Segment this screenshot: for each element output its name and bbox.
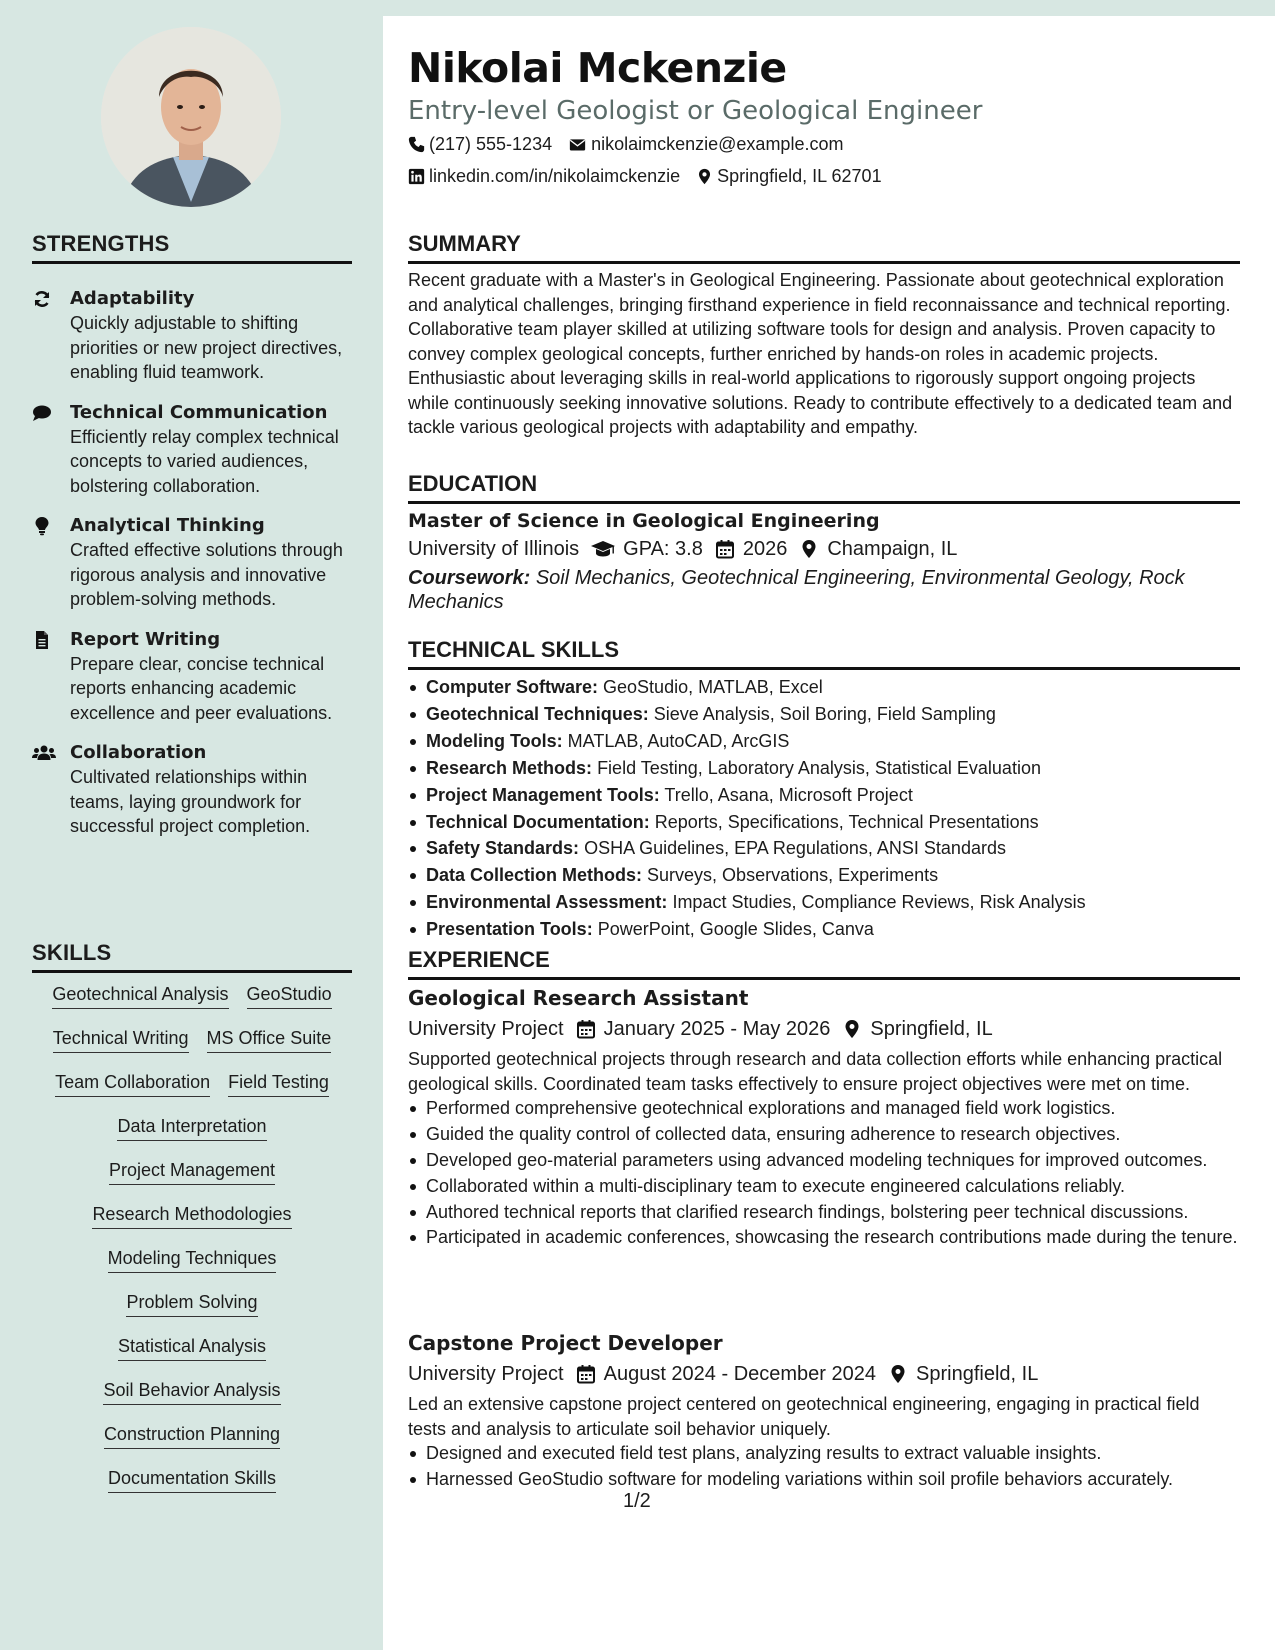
year-item — [715, 534, 788, 564]
job-location-item — [842, 1014, 992, 1044]
skill-tag: Modeling Techniques — [108, 1246, 277, 1273]
skill-tag: Project Management — [109, 1158, 275, 1185]
calendar-icon — [715, 539, 735, 559]
refresh-icon — [32, 289, 54, 309]
job-dates: August 2024 - December 2024 — [603, 1363, 877, 1385]
list-item — [408, 889, 1240, 916]
skill-category: Research Methods: — [426, 757, 593, 778]
skill-tag: Construction Planning — [104, 1422, 280, 1449]
linkedin-icon — [408, 168, 425, 185]
candidate-name: Nikolai Mckenzie — [408, 44, 787, 92]
map-pin-icon — [696, 168, 713, 185]
lightbulb-icon — [32, 516, 54, 536]
strength-item — [32, 401, 352, 499]
gpa-text: GPA: 3.8 — [623, 538, 703, 560]
job-location: Springfield, IL — [870, 1018, 993, 1040]
skill-values: PowerPoint, Google Slides, Canva — [597, 919, 874, 940]
list-item: Authored technical reports that clarified research findings, bolstering peer technical discussions. — [408, 1200, 1240, 1225]
job-summary: Led an extensive capstone project centered on geotechnical engineering, engaging in practical field tests and analysis to articulate soil behavior uniquely. — [408, 1394, 1200, 1439]
envelope-icon — [568, 136, 587, 153]
linkedin-link[interactable]: linkedin.com/in/nikolaimckenzie — [429, 166, 681, 186]
job-dates: January 2025 - May 2026 — [603, 1018, 831, 1040]
education-heading: EDUCATION — [408, 471, 1240, 504]
list-item — [408, 701, 1240, 728]
skill-category: Modeling Tools: — [426, 730, 563, 751]
graduation-cap-icon — [591, 539, 615, 559]
skill-tag: Data Interpretation — [117, 1114, 266, 1141]
job-title: Geological Research Assistant — [408, 986, 749, 1010]
email-link[interactable]: nikolaimckenzie@example.com — [591, 134, 844, 154]
job-bullets — [408, 1441, 1240, 1491]
summary-text: Recent graduate with a Master's in Geological Engineering. Passionate about geotechnical exploration and analytical challenges, bringing firsthand experience in field reconnaissance and technical reporting. Collaborative team player skilled at utilizing software tools for design and analysis. Proven capacity to convey complex geological concepts, further enriched by hands-on roles in academic projects. Enthusiastic about leveraging skills in real-world applications to rigorously support ongoing projects while continuously seeking innovative solutions. Ready to contribute effectively to a dedicated team and tackle various geological projects with adaptability and empathy. — [408, 270, 1233, 437]
skills-heading: SKILLS — [32, 940, 352, 973]
map-pin-icon — [799, 539, 819, 559]
users-icon — [32, 743, 54, 763]
job-entry — [408, 1329, 1240, 1493]
skill-values: Reports, Specifications, Technical Presentations — [654, 811, 1039, 832]
main-content — [383, 16, 1275, 1650]
job-bullets — [408, 1096, 1240, 1250]
strengths-list — [32, 287, 352, 855]
edu-location-item — [799, 534, 957, 564]
strength-item — [32, 628, 352, 726]
skill-values: GeoStudio, MATLAB, Excel — [603, 677, 823, 697]
job-dates-item — [576, 1014, 831, 1044]
skill-category: Project Management Tools: — [426, 784, 660, 805]
job-location-item — [888, 1359, 1038, 1389]
skill-values: Sieve Analysis, Soil Boring, Field Sampling — [653, 703, 996, 724]
contact-row-2 — [408, 166, 898, 187]
map-pin-icon — [842, 1019, 862, 1039]
phone-item — [408, 134, 552, 155]
skill-category: Technical Documentation: — [426, 811, 650, 832]
location-text: Springfield, IL 62701 — [717, 166, 882, 186]
list-item — [408, 809, 1240, 836]
list-item — [408, 862, 1240, 889]
list-item: Harnessed GeoStudio software for modeling variations within soil profile behaviors accurately. — [408, 1467, 1240, 1492]
list-item — [408, 674, 1240, 701]
skill-tag: Statistical Analysis — [118, 1334, 266, 1361]
skill-category: Geotechnical Techniques: — [426, 703, 649, 724]
list-item: Participated in academic conferences, showcasing the research contributions made during the tenure. — [408, 1225, 1240, 1250]
skill-values: Surveys, Observations, Experiments — [647, 865, 939, 886]
document-icon — [32, 630, 54, 650]
skill-tag: Technical Writing — [53, 1026, 189, 1053]
list-item: Developed geo-material parameters using advanced modeling techniques for improved outcomes. — [408, 1148, 1240, 1173]
job-meta — [408, 1359, 1240, 1389]
list-item: Collaborated within a multi-disciplinary team to execute engineered calculations reliably. — [408, 1174, 1240, 1199]
education-meta — [408, 534, 1240, 564]
edu-location-text: Champaign, IL — [827, 538, 958, 560]
strength-description: Crafted effective solutions through rigorous analysis and innovative problem-solving methods. — [70, 540, 343, 609]
school-name: University of Illinois — [408, 538, 580, 560]
linkedin-item — [408, 166, 680, 187]
list-item — [408, 782, 1240, 809]
strength-title: Technical Communication — [70, 401, 328, 423]
gpa-item — [591, 534, 703, 564]
skill-values: Field Testing, Laboratory Analysis, Statistical Evaluation — [597, 757, 1041, 778]
strength-description: Cultivated relationships within teams, laying groundwork for successful project completion. — [70, 767, 311, 836]
skill-category: Environmental Assessment: — [426, 892, 668, 913]
list-item — [408, 728, 1240, 755]
job-summary: Supported geotechnical projects through research and data collection efforts while enhancing practical geological skills. Coordinated team tasks effectively to ensure project objectives were met on time. — [408, 1049, 1223, 1094]
summary-heading: SUMMARY — [408, 231, 1240, 264]
list-item — [408, 755, 1240, 782]
strength-title: Analytical Thinking — [70, 515, 265, 536]
calendar-icon — [576, 1364, 596, 1384]
skill-tag: Problem Solving — [126, 1290, 257, 1317]
strength-item — [32, 287, 352, 385]
skill-tag: Soil Behavior Analysis — [103, 1378, 280, 1405]
skill-tag: GeoStudio — [247, 982, 332, 1009]
skill-category: Safety Standards: — [426, 838, 580, 859]
job-dates-item — [576, 1359, 876, 1389]
skill-category: Presentation Tools: — [426, 919, 593, 940]
location-item — [696, 166, 881, 187]
skills-list — [32, 982, 352, 1510]
list-item: Guided the quality control of collected data, ensuring adherence to research objectives. — [408, 1122, 1240, 1147]
skill-values: Impact Studies, Compliance Reviews, Risk Analysis — [672, 892, 1086, 913]
strength-description: Prepare clear, concise technical reports enhancing academic excellence and peer evaluations. — [70, 653, 333, 723]
list-item — [408, 835, 1240, 862]
education-entry — [408, 508, 1240, 614]
graduation-year: 2026 — [742, 538, 788, 560]
job-location: Springfield, IL — [916, 1363, 1039, 1385]
skill-tag: Documentation Skills — [108, 1466, 276, 1493]
skill-tag: Team Collaboration — [55, 1070, 210, 1097]
job-title: Capstone Project Developer — [408, 1331, 723, 1355]
strength-item — [32, 741, 352, 839]
calendar-icon — [576, 1019, 596, 1039]
page-number: 1/2 — [623, 1490, 651, 1512]
map-pin-icon — [888, 1364, 908, 1384]
skill-tag: Research Methodologies — [92, 1202, 291, 1229]
list-item: Designed and executed field test plans, analyzing results to extract valuable insights. — [408, 1441, 1240, 1466]
experience-heading: EXPERIENCE — [408, 947, 1240, 980]
technical-skills-heading: TECHNICAL SKILLS — [408, 637, 1240, 670]
skill-tag: MS Office Suite — [207, 1026, 332, 1053]
profile-photo — [101, 27, 281, 207]
skill-tag: Field Testing — [228, 1070, 329, 1097]
coursework-list: Soil Mechanics, Geotechnical Engineering, Environmental Geology, Rock Mechanics — [408, 567, 1185, 613]
degree-title: Master of Science in Geological Engineering — [408, 510, 880, 532]
contact-row-1 — [408, 134, 859, 155]
job-org: University Project — [408, 1363, 564, 1385]
coursework-label: Coursework: — [408, 567, 531, 589]
phone-number: (217) 555-1234 — [429, 134, 553, 154]
technical-skills-list — [408, 674, 1240, 943]
sidebar — [0, 0, 383, 1650]
candidate-title: Entry-level Geologist or Geological Engineer — [408, 96, 983, 126]
list-item — [408, 916, 1240, 943]
comment-icon — [32, 403, 54, 423]
list-item: Performed comprehensive geotechnical explorations and managed field work logistics. — [408, 1096, 1240, 1121]
phone-icon — [408, 136, 425, 153]
strength-title: Collaboration — [70, 742, 207, 763]
email-item — [568, 134, 843, 155]
strengths-heading: STRENGTHS — [32, 231, 352, 264]
skill-values: MATLAB, AutoCAD, ArcGIS — [567, 730, 790, 751]
skill-values: Trello, Asana, Microsoft Project — [664, 784, 913, 805]
skill-category: Data Collection Methods: — [426, 865, 643, 886]
skill-tag: Geotechnical Analysis — [52, 982, 228, 1009]
strength-title: Adaptability — [70, 288, 195, 309]
skill-category: Computer Software: — [426, 677, 599, 697]
skill-values: OSHA Guidelines, EPA Regulations, ANSI Standards — [584, 838, 1006, 859]
strength-title: Report Writing — [70, 628, 221, 650]
job-org: University Project — [408, 1018, 564, 1040]
strength-description: Quickly adjustable to shifting priorities or new project directives, enabling fluid teamwork. — [70, 313, 343, 382]
strength-item — [32, 514, 352, 612]
strength-description: Efficiently relay complex technical concepts to varied audiences, bolstering collaboration. — [70, 426, 339, 496]
job-meta — [408, 1014, 1240, 1044]
coursework — [408, 566, 1240, 614]
job-entry — [408, 984, 1240, 1251]
